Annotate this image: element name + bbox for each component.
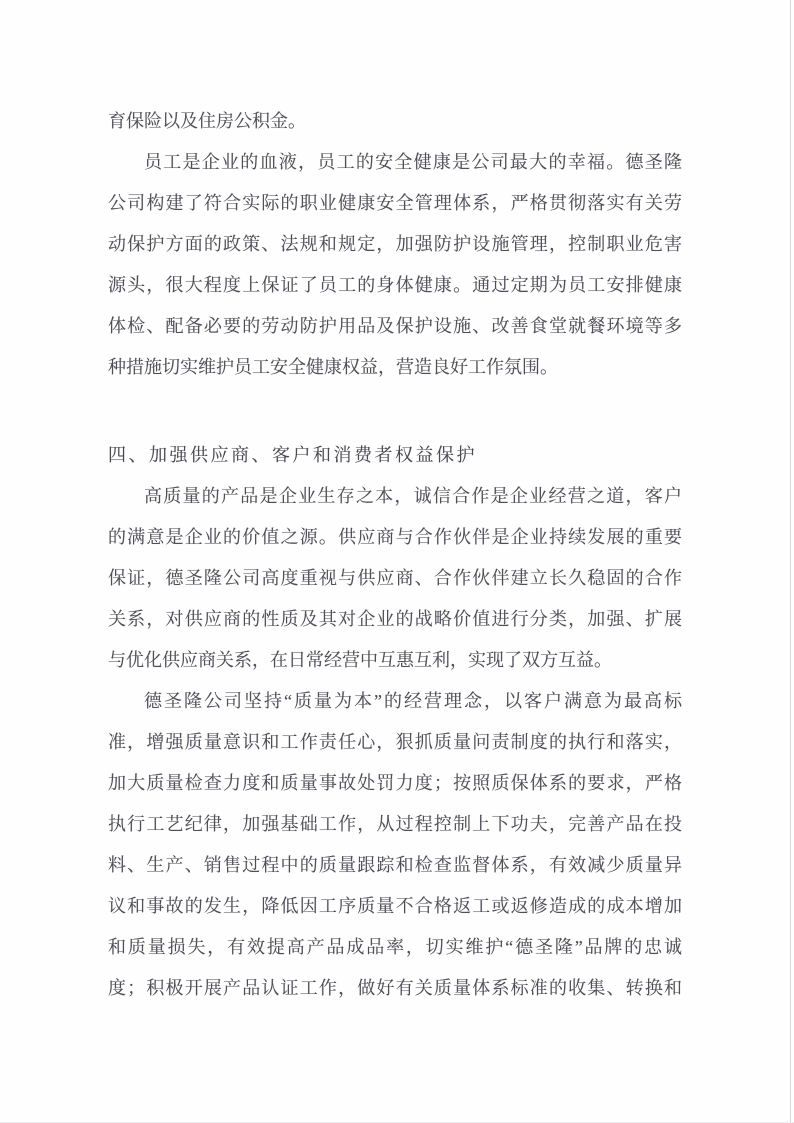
text-line: 保证，德圣隆公司高度重视与供应商、合作伙伴建立长久稳固的合作 xyxy=(108,568,682,588)
text-line: 高质量的产品是企业生存之本，诚信合作是企业经营之道，客户 xyxy=(144,486,682,506)
text-line: 公司构建了符合实际的职业健康安全管理体系，严格贯彻落实有关劳 xyxy=(108,193,682,213)
text-line: 执行工艺纪律，加强基础工作，从过程控制上下功夫，完善产品在投 xyxy=(108,814,682,834)
text-line: 动保护方面的政策、法规和规定，加强防护设施管理，控制职业危害 xyxy=(108,234,682,254)
scan-artifact-right-edge-line xyxy=(790,0,791,1123)
text-line: 和质量损失，有效提高产品成品率，切实维护“德圣隆”品牌的忠诚 xyxy=(108,937,682,957)
text-line: 加大质量检查力度和质量事故处罚力度；按照质保体系的要求，严格 xyxy=(108,773,682,793)
text-line: 员工是企业的血液，员工的安全健康是公司最大的幸福。德圣隆 xyxy=(144,152,682,172)
document-body-text xyxy=(108,101,682,1009)
text-line: 准，增强质量意识和工作责任心，狠抓质量问责制度的执行和落实， xyxy=(108,732,682,752)
section-gap xyxy=(108,388,682,435)
text-line: 与优化供应商关系，在日常经营中互惠互利，实现了双方互益。 xyxy=(108,650,612,670)
text-line: 的满意是企业的价值之源。供应商与合作伙伴是企业持续发展的重要 xyxy=(108,527,682,547)
text-line: 度；积极开展产品认证工作，做好有关质量体系标准的收集、转换和 xyxy=(108,978,682,998)
text-line: 育保险以及住房公积金。 xyxy=(108,111,306,131)
text-line: 源头，很大程度上保证了员工的身体健康。通过定期为员工安排健康 xyxy=(108,275,682,295)
text-line: 关系，对供应商的性质及其对企业的战略价值进行分类，加强、扩展 xyxy=(108,609,682,629)
section-heading: 四、加强供应商、客户和消费者权益保护 xyxy=(108,445,477,465)
text-line: 种措施切实维护员工安全健康权益，营造良好工作氛围。 xyxy=(108,357,558,377)
text-line: 体检、配备必要的劳动防护用品及保护设施、改善食堂就餐环境等多 xyxy=(108,316,682,336)
text-line: 议和事故的发生，降低因工序质量不合格返工或返修造成的成本增加 xyxy=(108,896,682,916)
text-line: 料、生产、销售过程中的质量跟踪和检查监督体系，有效减少质量异 xyxy=(108,855,682,875)
text-line: 德圣隆公司坚持“质量为本”的经营理念，以客户满意为最高标 xyxy=(144,691,682,711)
